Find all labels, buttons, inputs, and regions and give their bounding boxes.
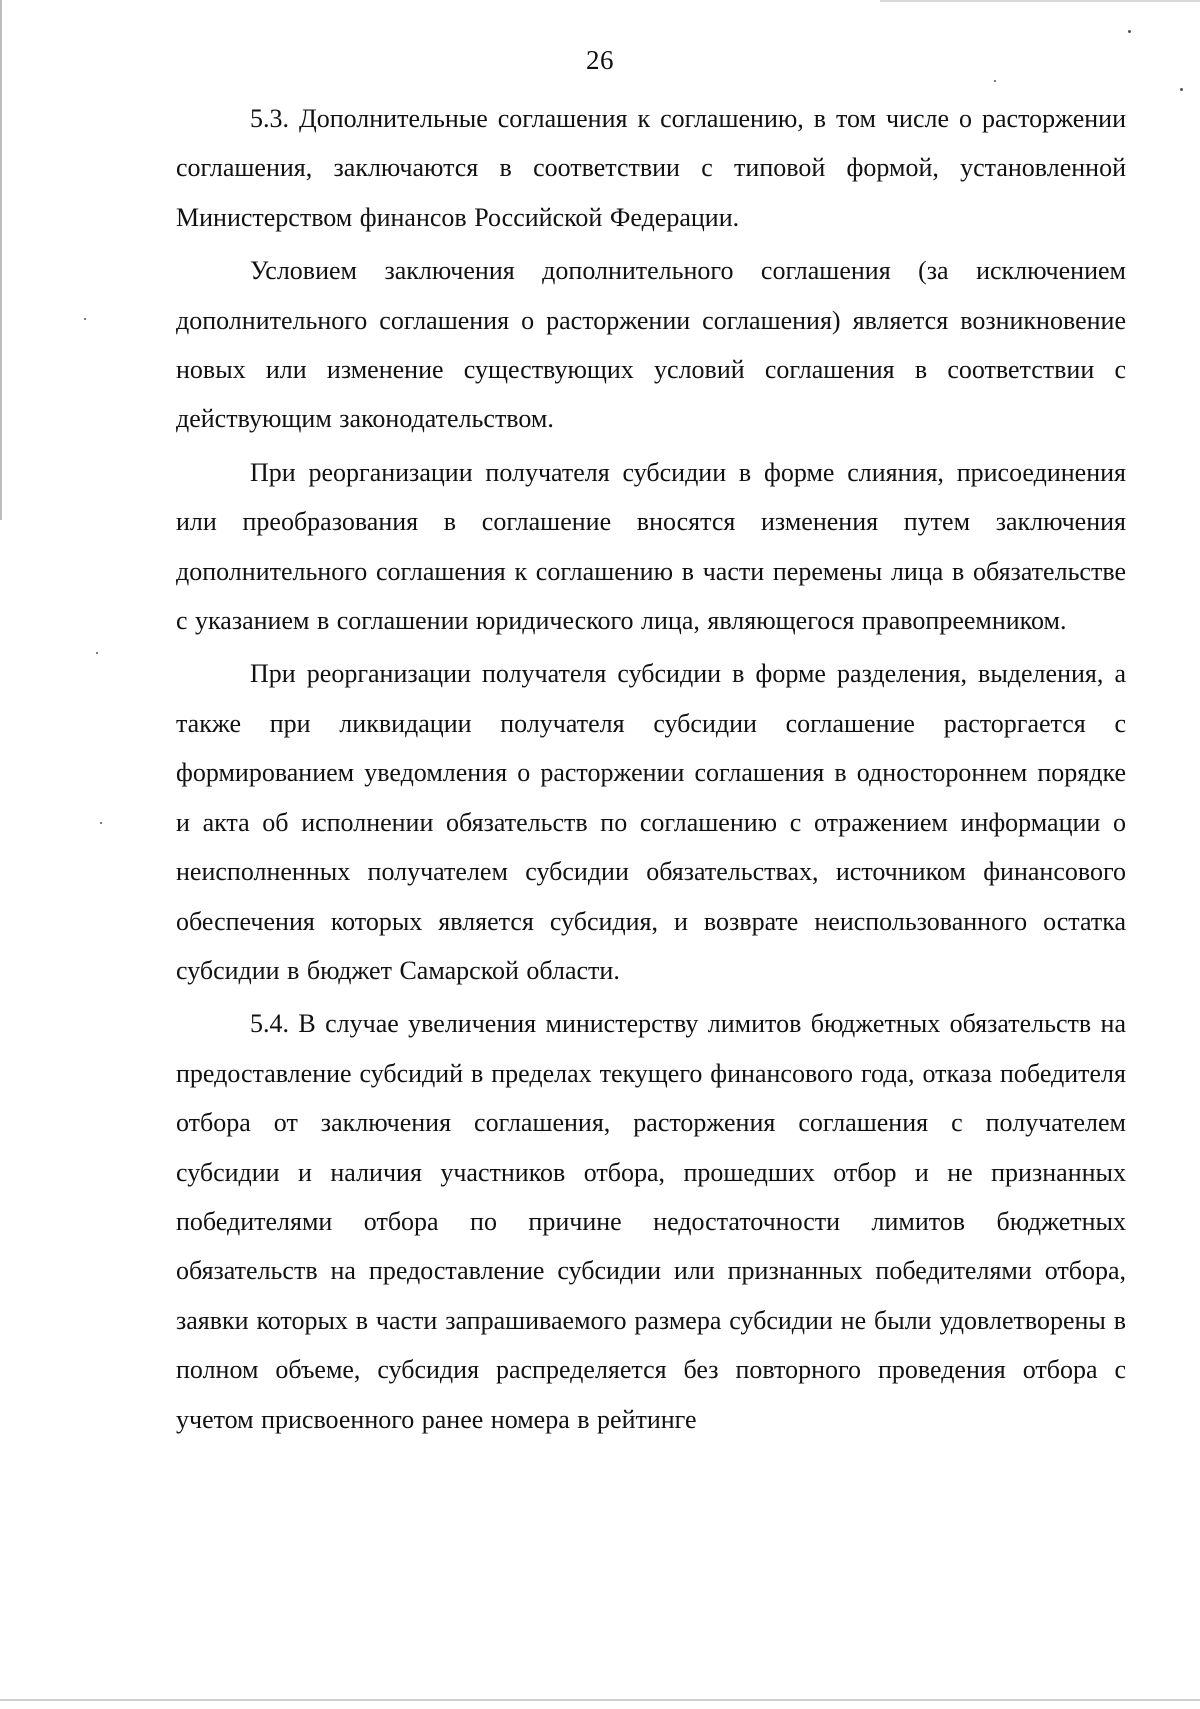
paragraph-5-4: 5.4. В случае увеличения министерству лимитов бюджетных обязательств на предоставление субсидий в пределах текущего финансового года, отказа победителя отбора от заключения соглашения, расторжения соглашения с получателем субсидии и наличия участников отбора, прошедших отбор и не признанных победителями отбора по причине недостаточности лимитов бюджетных обязательств на предоставление субсидии или признанных победителями отбора, заявки которых в части запрашиваемого размера субсидии не были удовлетворены в полном объеме, субсидия распределяется без повторного проведения отбора с учетом присвоенного ранее номера в рейтинге — [176, 1009, 1126, 1434]
scan-speck — [1128, 30, 1131, 33]
scan-speck — [1180, 88, 1183, 91]
scan-speck — [994, 80, 996, 82]
paragraph-reorganization-merger: При реорганизации получателя субсидии в форме слияния, присоединения или преобразования в соглашение вносятся изменения путем заключения дополнительного соглашения к соглашению в части перемены лица в обязательстве с указанием в соглашении юридического лица, являющегося правопреемником. — [176, 457, 1126, 636]
paragraph-reorganization-division: При реорганизации получателя субсидии в форме разделения, выделения, а также при ликвидации получателя субсидии соглашение расторгается с формированием уведомления о расторжении соглашения в одностороннем порядке и акта об исполнении обязательств по соглашению с отражением информации о неисполненных получателем субсидии обязательствах, источником финансового обеспечения которых является субсидия, и возврате неиспользованного остатка субсидии в бюджет Самарской области. — [176, 659, 1126, 985]
scan-speck — [96, 652, 98, 654]
page-number: 26 — [586, 45, 614, 75]
paragraph-5-3: 5.3. Дополнительные соглашения к соглашению, в том числе о расторжении соглашения, заключаются в соответствии с типовой формой, установленной Министерством финансов Российской Федерации. — [176, 104, 1126, 232]
document-body — [176, 94, 1126, 1448]
scan-edge-top — [880, 0, 1200, 2]
paragraph-additional-agreement-condition: Условием заключения дополнительного соглашения (за исключением дополнительного соглашения о расторжении соглашения) является возникновение новых или изменение существующих условий соглашения в соответствии с действующим законодательством. — [176, 256, 1126, 434]
scan-edge-bottom — [0, 1699, 1200, 1701]
scan-speck — [84, 318, 86, 320]
scan-speck — [100, 822, 102, 824]
